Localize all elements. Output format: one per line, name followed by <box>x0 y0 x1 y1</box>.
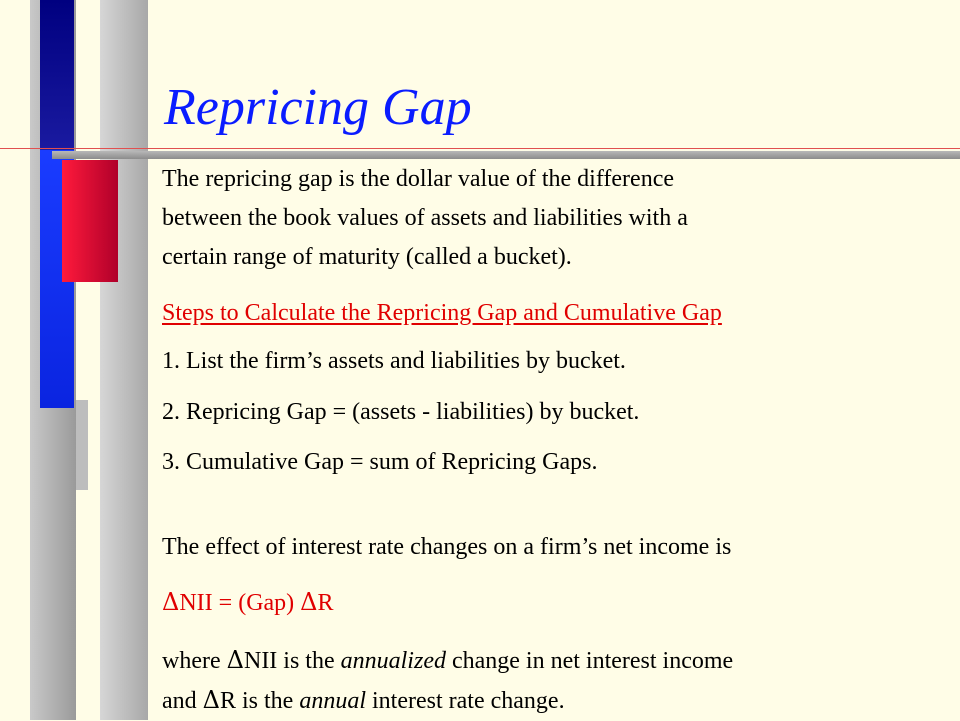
decor-red-block <box>62 160 118 282</box>
slide-title: Repricing Gap <box>164 79 472 136</box>
explanation-text: and <box>162 688 203 714</box>
explanation-text: NII is the <box>243 648 341 674</box>
decor-red-rule <box>0 148 960 149</box>
step-item: 2. Repricing Gap = (assets - liabilities) by bucket. <box>162 399 640 425</box>
decor-gray-block <box>76 400 88 490</box>
explanation-text: interest rate change. <box>366 688 565 714</box>
explanation-text: change in net interest income <box>445 648 734 674</box>
explanation-line <box>162 641 733 681</box>
delta-symbol: Δ <box>226 646 244 674</box>
explanation-line <box>162 681 733 721</box>
emphasis-annual: annual <box>299 688 367 714</box>
delta-symbol: Δ <box>202 686 220 714</box>
formula-lhs: NII = (Gap) <box>179 590 301 616</box>
formula-rhs: R <box>317 590 334 616</box>
step-item: 1. List the firm’s assets and liabilities by bucket. <box>162 348 626 374</box>
decor-gray-rule <box>52 151 960 159</box>
effect-statement: The effect of interest rate changes on a firm’s net income is <box>162 534 732 560</box>
decor-gray-stripe <box>100 0 148 720</box>
step-item: 3. Cumulative Gap = sum of Repricing Gaps. <box>162 449 598 475</box>
explanation-text: where <box>162 648 227 674</box>
delta-symbol: Δ <box>300 588 318 616</box>
definition-line: The repricing gap is the dollar value of the difference <box>162 166 675 192</box>
definition-line: between the book values of assets and liabilities with a <box>162 205 688 231</box>
decor-navy-bar <box>40 0 74 150</box>
definition-paragraph <box>162 160 688 277</box>
explanation-text: R is the <box>220 688 300 714</box>
delta-symbol: Δ <box>162 588 180 616</box>
definition-line: certain range of maturity (called a bucket). <box>162 244 572 270</box>
emphasis-annualized: annualized <box>340 648 446 674</box>
steps-heading: Steps to Calculate the Repricing Gap and Cumulative Gap <box>162 300 722 326</box>
formula-explanation <box>162 641 733 721</box>
nii-formula <box>162 583 334 623</box>
